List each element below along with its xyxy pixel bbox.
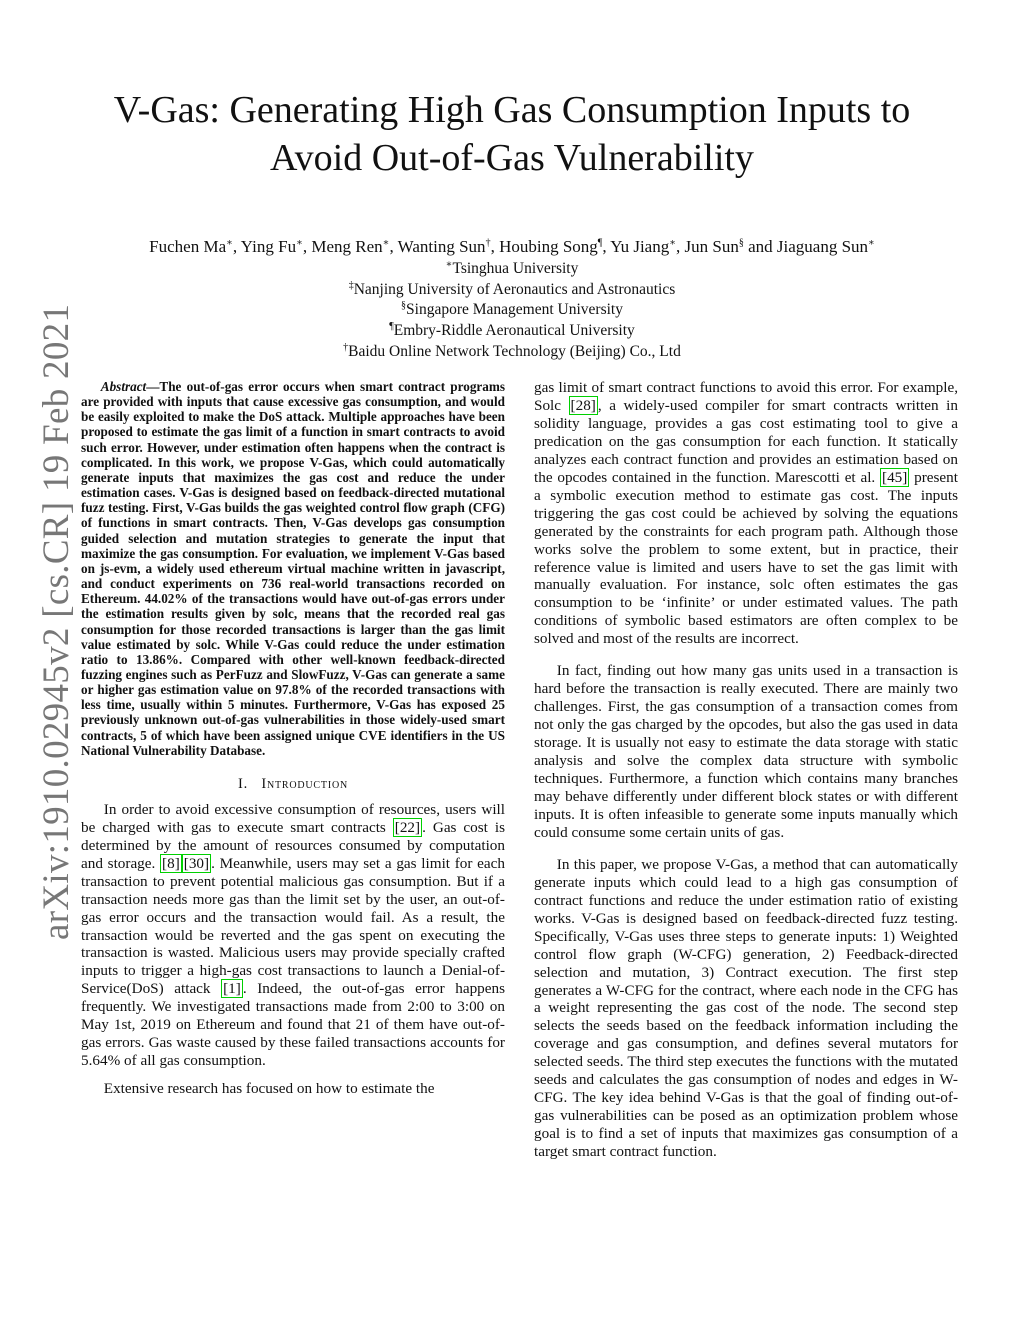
author: Jiaguang Sun∗ [776, 237, 875, 256]
left-column [81, 379, 505, 1108]
citation-link[interactable]: [22] [394, 818, 421, 836]
right-column [534, 379, 958, 1171]
affiliation: †Baidu Online Network Technology (Beijing) Co., Ltd [343, 341, 681, 360]
paper-title [40, 86, 984, 182]
author: Jun Sun§ and [684, 237, 777, 256]
citation-link[interactable]: [30] [183, 854, 210, 872]
intro-paragraph-1: In order to avoid excessive consumption of resources, users will be charged with gas to execute smart contracts [22] . Gas cost is determined by the amount of resources consumed by computation and storage. [8] [30] . Meanwhile, users may set a gas limit for each transaction to prevent potential malicious gas consumption. But if a transaction needs more gas than the limit set by the user, an out-of-gas error occurs and the transaction would fail. As a result, the transaction would be reverted and the gas spent on executing the transaction is wasted. Malicious users may provide specially crafted inputs to trigger a high-gas cost transactions to launch a Denial-of-Service(DoS) attack [1] . Indeed, the out-of-gas error happens frequently. We investigated transactions made from 2:00 to 3:00 on May 1st, 2019 on Ethereum and found that 21 of them have out-of-gas errors. Gas waste caused by these failed transactions accounts for 5.64% of all gas consumption. [81, 800, 505, 1070]
intro-paragraph-2-continued: gas limit of smart contract functions to avoid this error. For example, Solc [28] , a widely-used compiler for smart contracts written in solidity language, provides a gas cost estimating tool to give a predication on the gas consumption for each function. It statically analyzes each contract function and provides an estimation based on the opcodes contained in the function. Marescotti et al. [45] present a symbolic execution method to estimate gas cost. The inputs triggering the gas cost could be achieved by solving the equations generated by the constraints for each program path. Although those works solve the problem to some extent, but in practice, their reference value is limited and users have to set the gas limit with manually evaluation. For instance, solc often estimates the gas consumption to be ‘infinite’ or under estimated values. The path conditions of symbolic based estimators are often complex to be solved and most of the results are incorrect. [534, 379, 958, 648]
author: Meng Ren∗, [311, 237, 398, 256]
citation-link[interactable]: [8] [162, 854, 180, 872]
abstract-label: Abstract [100, 379, 147, 394]
intro-paragraph-4: In this paper, we propose V-Gas, a method that can automatically generate inputs which could lead to a high gas consumption of contract functions and reduce the under estimation ratio of existing works. V-Gas is designed based on feedback-directed fuzz testing. Specifically, V-Gas uses three steps to generate inputs: 1) Weighted control flow graph (W-CFG) generation, 2) Feedback-directed selection and mutation, 3) Contract execution. The first step generates a W-CFG for the contract, where each node in the CFG has a weight representing the gas cost of the node. The second step selects the seeds based on the feedback information including the coverage and gas consumption, and defines several mutators for selected seeds. The third step executes the functions with the mutated seeds and calculates the gas consumption of nodes and edges in W-CFG. The key idea behind V-Gas is that the goal of finding out-of-gas vulnerabilities can be posed as an optimization problem whose goal is to find a set of inputs that maximizes gas consumption of a target smart contract function. [534, 855, 958, 1161]
author: Ying Fu∗, [240, 237, 312, 256]
affiliation: ‡Nanjing University of Aeronautics and Astronautics [348, 279, 676, 298]
author: Yu Jiang∗, [610, 237, 685, 256]
citation-link[interactable]: [1] [223, 980, 241, 998]
intro-paragraph-2: Extensive research has focused on how to estimate the [103, 1080, 435, 1098]
title-line-1: V-Gas: Generating High Gas Consumption Inputs to [113, 89, 911, 131]
section-heading-introduction: I. Introduction [238, 775, 348, 792]
intro-paragraph-3: In fact, finding out how many gas units used in a transaction is hard before the transaction is really executed. There are mainly two challenges. First, the gas consumption of a transaction comes from not only the gas charged by the opcodes, but also the gas used in data storage. It is usually not easy to estimate the data storage with static analysis and solve the complex data structure with symbolic techniques. Furthermore, a function which contains many branches may behave differently under different block states or with different inputs. It is often infeasible to generate some inputs manually which could consume some certain units of gas. [534, 662, 958, 841]
title-line-2: Avoid Out-of-Gas Vulnerability [270, 137, 754, 179]
author: Fuchen Ma∗, [149, 237, 241, 256]
affiliation: ¶Embry-Riddle Aeronautical University [389, 320, 635, 340]
author: Houbing Song¶, [499, 237, 611, 256]
abstract: Abstract—The out-of-gas error occurs when smart contract programs are provided with inputs that cause excessive gas consumption, and would be easily exploited to make the DoS attack. Multiple approaches have been proposed to estimate the gas limit of a function in smart contracts to avoid such error. However, under estimation often happens when the contract is complicated. In this work, we propose V-Gas, which could automatically generate inputs that maximizes the gas cost and reduce the under estimation cases. V-Gas is designed based on feedback-directed mutational fuzz testing. First, V-Gas builds the gas weighted control flow graph (CFG) of functions in smart contracts. Then, V-Gas develops gas consumption guided selection and mutation strategies to generate the input that maximize the gas consumption. For evaluation, we implement V-Gas based on js-evm, a widely used ethereum virtual machine written in javascript, and conduct experiments on 736 real-world transactions recorded on Ethereum. 44.02% of the transactions would have out-of-gas errors under the estimation results given by solc, means that the recorded real gas consumption for those recorded transactions is larger than the gas limit value estimated by solc. While V-Gas could reduce the under estimation ratio to 13.86%. Compared with other well-known feedback-directed fuzzing engines such as PerFuzz and SlowFuzz, V-Gas can generate a same or higher gas estimation value on 97.8% of the recorded transactions with less time, usually within 5 minutes. Furthermore, V-Gas has exposed 25 previously unknown out-of-gas vulnerabilities in those widely-used smart contracts, 5 of which have been assigned unique CVE identifiers in the US National Vulnerability Database. [81, 379, 505, 758]
affiliation-list [40, 259, 984, 363]
citation-link[interactable]: [28] [570, 396, 596, 414]
affiliation: ∗Tsinghua University [445, 258, 579, 277]
author-list [40, 236, 984, 257]
affiliation: §Singapore Management University [401, 300, 623, 319]
author: Wanting Sun†, [397, 237, 500, 256]
citation-link[interactable]: [45] [882, 468, 908, 486]
arxiv-identifier: arXiv:1910.02945v2 [cs.CR] 19 Feb 2021 [36, 303, 77, 940]
